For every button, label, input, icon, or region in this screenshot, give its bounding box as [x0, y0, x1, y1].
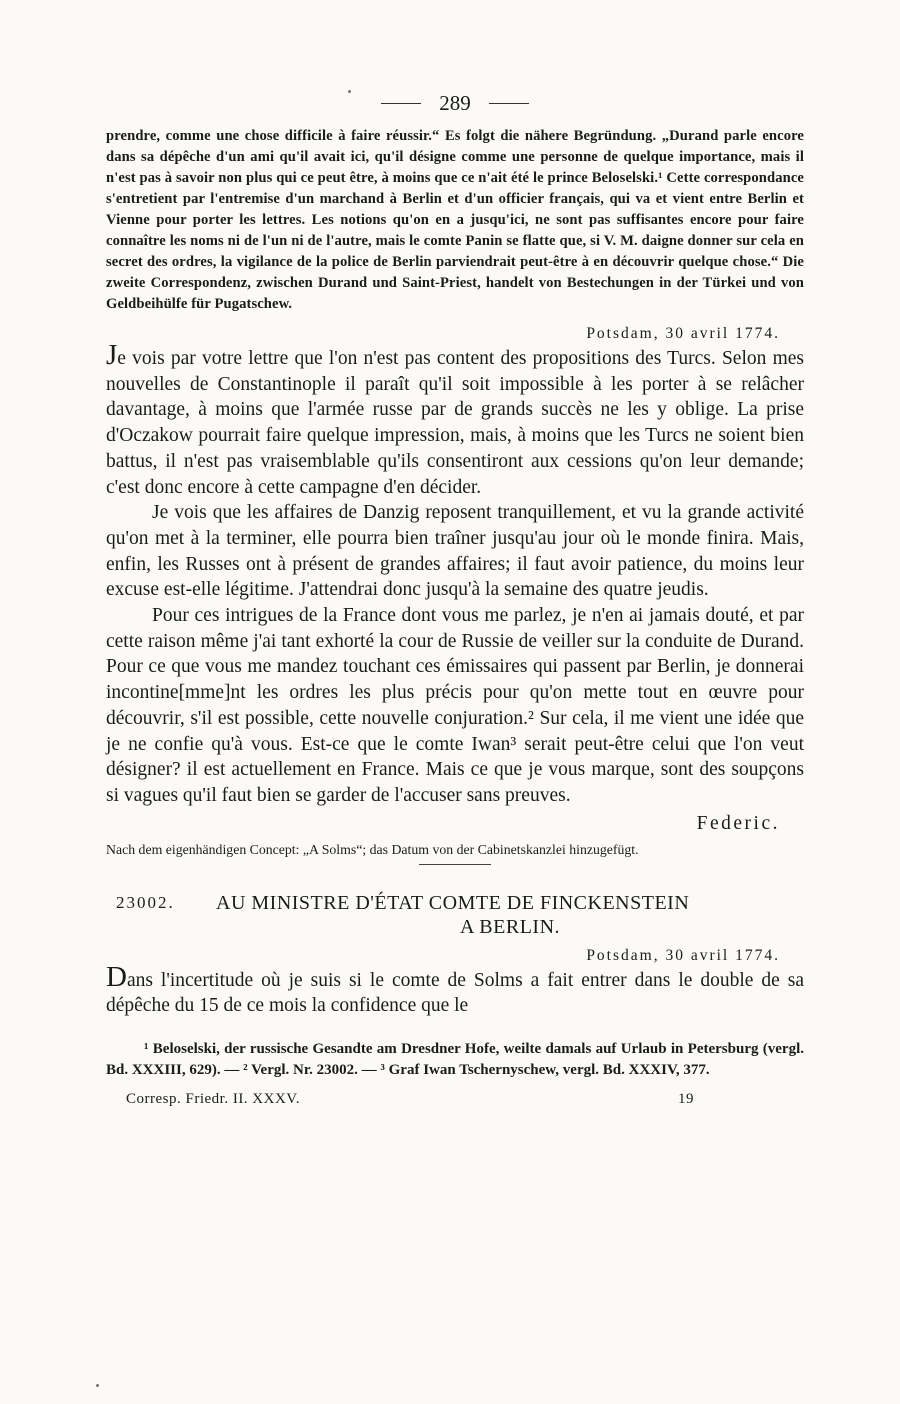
footnotes: [106, 1039, 804, 1081]
footer-signature-left: Corresp. Friedr. II. XXXV.: [126, 1091, 300, 1108]
paper-speck: [348, 90, 351, 93]
letter1-source-note: [106, 841, 804, 858]
letter2-number: 23002.: [116, 892, 175, 912]
letter2-date: Potsdam, 30 avril 1774.: [586, 946, 780, 964]
paper-speck: [96, 1384, 99, 1387]
letter1-date: Potsdam, 30 avril 1774.: [586, 325, 780, 342]
page-header: [106, 86, 804, 120]
letter1-paragraph-3: Pour ces intrigues de la France dont vous me parlez, je n'en ai jamais douté, et par cette raison même j'ai tant exhorté la cour de Russie de veiller sur la conduite de Durand. Pour ce que vous me mandez touchant ces émissaires qui passent par Berlin, je donnerai incontine[mme]nt les ordres les plus précis pour qu'on mette tout en œuvre pour découvrir, s'il est possible, cette nouvelle conjuration.² Sur cela, il me vient une idée que je ne confie qu'à vous. Est-ce que le comte Iwan³ serait peut-être celui que l'on veut désigner? il est actuellement en France. Mais ce que je vous marque, sont des soupçons si vagues qu'il faut bien se garder de l'accuser sans preuves.: [106, 605, 804, 806]
letter1-signature: Federic.: [696, 812, 780, 834]
letter2-dropcap: D: [106, 960, 127, 993]
letter1-paragraph-1: [106, 339, 804, 500]
header-rule-left: [381, 103, 421, 104]
letter1-body: [106, 339, 804, 809]
footer-signature-right: 19: [678, 1091, 694, 1108]
intro-text: prendre, comme une chose difficile à faire réussir.“ Es folgt die nähere Begründung. „Durand parle encore dans sa dépêche d'un ami qu'il avait ici, qu'il désigne comme une personne de quelque importance, mais il n'est pas à savoir non plus qui ce peut être, à moins que ce n'ait été le prince Beloselski.¹ Cette correspondance s'entretient par l'entremise d'un marchand à Berlin et d'un officier français, qui va et vient entre Berlin et Vienne pour porter les lettres. Les notions qu'on en a jusqu'ici, ne sont pas suffisantes encore pour faire connaître les noms ni de l'un ni de l'autre, mais le comte Panin se flatte que, si V. M. daigne donner sur cela en secret des ordres, la vigilance de la police de Berlin parviendrait peut-être à en découvrir quelque chose.“ Die zweite Correspondenz, zwischen Durand und Saint-Priest, handelt von Bestechungen in der Türkei und von Geldbeihülfe für Pugatschew.: [106, 128, 804, 312]
letter2-paragraph-1-text: ans l'incertitude où je suis si le comte de Solms a fait entrer dans le double de sa dépêche du 15 de ce mois la confidence que le: [106, 969, 804, 1017]
letter1-paragraph-2: Je vois que les affaires de Danzig reposent tranquillement, et vu la grande activité qu'on met à la terminer, elle pourra bien traîner jusqu'au jour où le monde finira. Mais, enfin, les Russes ont à présent de grandes affaires; il faut avoir patience, du moins leur excuse est-elle légitime. J'attendrai donc jusqu'à la semaine des quatre jeudis.: [106, 502, 804, 601]
letter2-heading: [106, 891, 804, 939]
section-separator: [419, 864, 491, 865]
letter1-dropcap: J: [106, 339, 118, 371]
page-number: 289: [439, 90, 471, 115]
book-page: [106, 86, 804, 1108]
letter2-paragraph-1: [106, 960, 804, 1019]
footnotes-text: ¹ Beloselski, der russische Gesandte am Dresdner Hofe, weilte damals auf Urlaub in Petersburg (vergl. Bd. XXXIII, 629). — ² Vergl. Nr. 23002. — ³ Graf Iwan Tschernyschew, vergl. Bd. XXXIV, 377.: [106, 1041, 804, 1079]
letter2-title-line1: AU MINISTRE D'ÉTAT COMTE DE FINCKENSTEIN: [216, 891, 690, 914]
letter2-body: [106, 960, 804, 1019]
letter1-paragraph-1-text: e vois par votre lettre que l'on n'est pas content des propositions des Turcs. Selon mes nouvelles de Constantinople il paraît qu'il soit impossible à les porter à se relâcher davantage, à moins que l'armée russe par de grands succès ne les y oblige. La prise d'Oczakow pourrait faire quelque impression, mais, à moins que les Turcs ne soient bien battus, il n'est pas vraisemblable qu'ils consentiront aux cessions qu'on leur demande; c'est donc encore à cette campagne d'en décider.: [106, 348, 804, 498]
page-footer: [106, 1091, 804, 1108]
letter1-source-note-text: Nach dem eigenhändigen Concept: „A Solms“; das Datum von der Cabinetskanzlei hinzugefügt.: [106, 841, 639, 857]
letter2-title-line2: A BERLIN.: [459, 915, 561, 938]
header-rule-right: [489, 103, 529, 104]
